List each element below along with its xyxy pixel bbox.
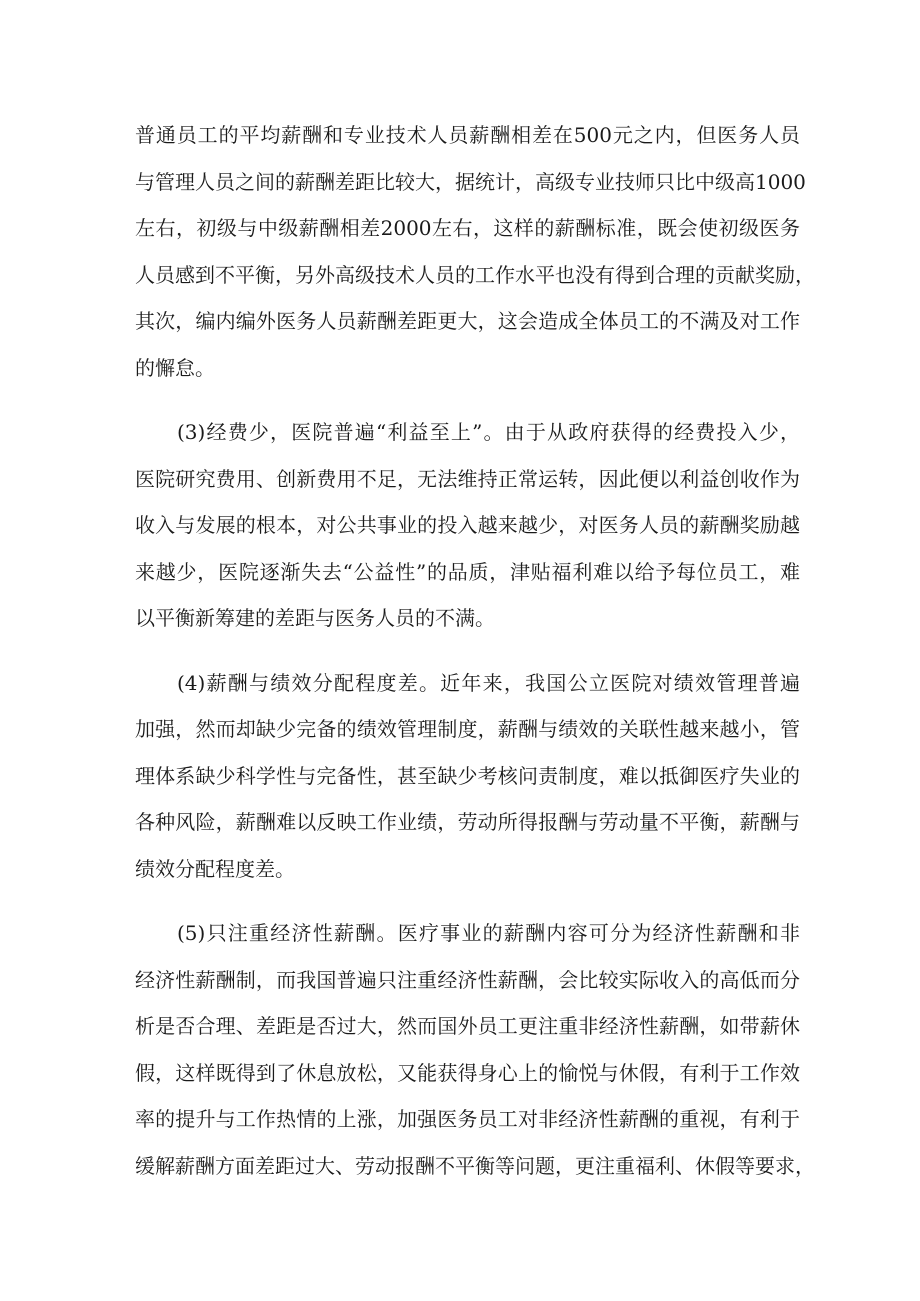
text-line: 医院研究费用、创新费用不足，无法维持正常运转，因此便以利益创收作为: [135, 466, 800, 491]
paragraph-item-5: [135, 910, 815, 1189]
text-line: 假，这样既得到了休息放松，又能获得身心上的愉悦与休假，有利于工作效: [135, 1060, 800, 1085]
text-line: 经济性薪酬制，而我国普遍只注重经济性薪酬，会比较实际收入的高低而分: [135, 967, 800, 992]
text-line: 的懈怠。: [135, 355, 215, 380]
text-line: 各种风险，薪酬难以反映工作业绩，劳动所得报酬与劳动量不平衡，薪酬与: [135, 810, 800, 834]
text-line: (5)只注重经济性薪酬。医疗事业的薪酬内容可分为经济性薪酬和非: [177, 921, 800, 945]
text-line: 率的提升与工作热情的上涨，加强医务员工对非经济性薪酬的重视，有利于: [135, 1107, 800, 1131]
text-line: (4)薪酬与绩效分配程度差。近年来，我国公立医院对绩效管理普遍: [177, 670, 800, 695]
text-line: 普通员工的平均薪酬和专业技术人员薪酬相差在500元之内，但医务人员: [135, 123, 800, 147]
text-line: 以平衡新筹建的差距与医务人员的不满。: [135, 606, 495, 630]
text-line: 绩效分配程度差。: [135, 856, 295, 881]
text-line: 析是否合理、差距是否过大，然而国外员工更注重非经济性薪酬，如带薪休: [135, 1014, 800, 1038]
text-line: 加强，然而却缺少完备的绩效管理制度，薪酬与绩效的关联性越来越小，管: [135, 717, 800, 741]
text-line: 与管理人员之间的薪酬差距比较大，据统计，高级专业技师只比中级高1000: [135, 169, 806, 194]
text-line: 收入与发展的根本，对公共事业的投入越来越少，对医务人员的薪酬奖励越: [135, 513, 800, 537]
text-line: 其次，编内编外医务人员薪酬差距更大，这会造成全体员工的不满及对工作: [135, 309, 800, 333]
paragraph-salary-gap: [135, 112, 815, 391]
paragraph-item-4: [135, 660, 800, 893]
text-line: 缓解薪酬方面差距过大、劳动报酬不平衡等问题，更注重福利、休假等要求，: [135, 1153, 815, 1178]
body-text: [135, 112, 815, 1207]
text-line: 左右，初级与中级薪酬相差2000左右，这样的薪酬标准，既会使初级医务: [135, 216, 800, 240]
text-line: 人员感到不平衡，另外高级技术人员的工作水平也没有得到合理的贡献奖励，: [135, 262, 815, 287]
text-line: (3)经费少，医院普遍“利益至上”。由于从政府获得的经费投入少，: [177, 420, 800, 444]
paragraph-item-3: [135, 409, 800, 642]
text-line: 来越少，医院逐渐失去“公益性”的品质，津贴福利难以给予每位员工，难: [135, 559, 800, 584]
text-line: 理体系缺少科学性与完备性，甚至缺少考核问责制度，难以抵御医疗失业的: [135, 763, 800, 788]
